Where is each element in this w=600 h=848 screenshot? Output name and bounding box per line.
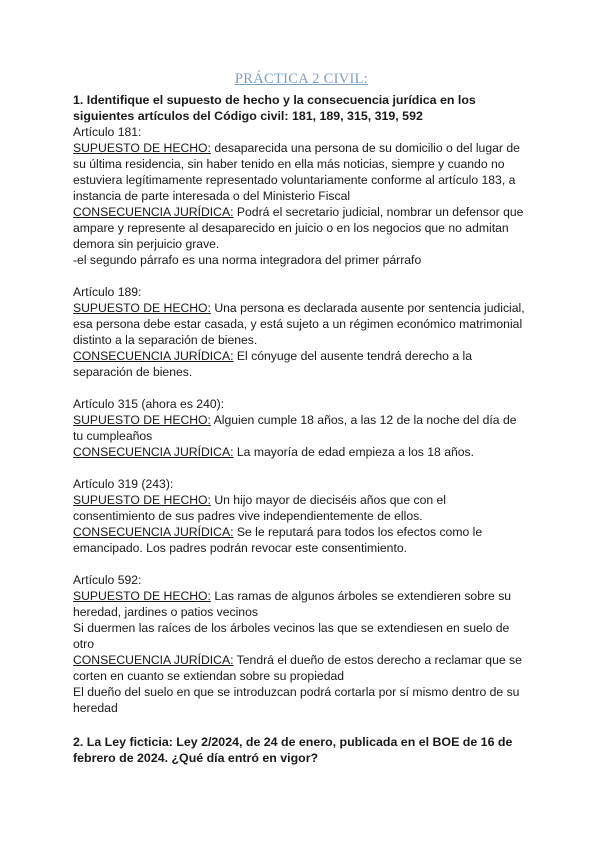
- article-189-heading: Artículo 189:: [73, 285, 142, 299]
- article-181-consecuencia: [73, 204, 530, 252]
- article-189-supuesto: [73, 300, 530, 348]
- supuesto-label: SUPUESTO DE HECHO:: [73, 493, 211, 507]
- consecuencia-text: Podrá el secretario judicial, nombrar un defensor que ampare y represente al desaparecido en juicio o en los negocios que no admitan demora sin perjuicio grave.: [73, 205, 524, 251]
- consecuencia-label: CONSECUENCIA JURÍDICA:: [73, 653, 234, 667]
- article-319-heading: Artículo 319 (243):: [73, 477, 174, 491]
- article-592-heading: Artículo 592:: [73, 573, 142, 587]
- supuesto-label: SUPUESTO DE HECHO:: [73, 413, 211, 427]
- consecuencia-text: Se le reputará para todos los efectos como le emancipado. Los padres podrán revocar este consentimiento.: [73, 525, 483, 555]
- supuesto-label: SUPUESTO DE HECHO:: [73, 301, 211, 315]
- article-181-heading: Artículo 181:: [73, 125, 142, 139]
- article-592-supuesto: [73, 588, 530, 620]
- article-319-consecuencia: [73, 524, 530, 556]
- page-title: PRÁCTICA 2 CIVIL:: [234, 71, 369, 87]
- article-319-supuesto: [73, 492, 530, 524]
- article-592-consecuencia: [73, 652, 530, 684]
- consecuencia-label: CONSECUENCIA JURÍDICA:: [73, 205, 234, 219]
- consecuencia-text: La mayoría de edad empieza a los 18 años.: [233, 445, 475, 459]
- article-315-supuesto: [73, 412, 530, 444]
- supuesto-text: Un hijo mayor de dieciséis años que con el consentimiento de sus padres vive independientemente de ellos.: [73, 493, 447, 523]
- article-181-supuesto: [73, 140, 530, 204]
- article-592-supuesto-extra: Si duermen las raíces de los árboles vecinos las que se extendiesen en suelo de otro: [73, 621, 510, 651]
- supuesto-text: desaparecida una persona de su domicilio o del lugar de su última residencia, sin haber tenido en ella más noticias, siempre y cuando no estuviera legítimamente representado voluntariamente conforme al artículo 183, a instancia de parte interesada o del Ministerio Fiscal: [73, 141, 520, 203]
- supuesto-label: SUPUESTO DE HECHO:: [73, 589, 211, 603]
- article-592-consecuencia-extra: El dueño del suelo en que se introduzcan podrá cortarla por sí mismo dentro de su heredad: [73, 685, 520, 715]
- supuesto-text: Las ramas de algunos árboles se extendieren sobre su heredad, jardines o patios vecinos: [73, 589, 512, 619]
- question-1: 1. Identifique el supuesto de hecho y la consecuencia jurídica en los siguientes artículos del Código civil: 181, 189, 315, 319, 592: [73, 93, 476, 123]
- supuesto-label: SUPUESTO DE HECHO:: [73, 141, 211, 155]
- article-315-consecuencia: [73, 444, 530, 460]
- consecuencia-label: CONSECUENCIA JURÍDICA:: [73, 349, 234, 363]
- consecuencia-text: El cónyuge del ausente tendrá derecho a la separación de bienes.: [73, 349, 473, 379]
- article-181-note: -el segundo párrafo es una norma integradora del primer párrafo: [73, 253, 422, 267]
- question-2: 2. La Ley ficticia: Ley 2/2024, de 24 de enero, publicada en el BOE de 16 de febrero de 2024. ¿Qué día entró en vigor?: [73, 735, 513, 765]
- supuesto-text: Una persona es declarada ausente por sentencia judicial, esa persona debe estar casada, y está sujeto a un régimen económico matrimonial distinto a la separación de bienes.: [73, 301, 525, 347]
- consecuencia-label: CONSECUENCIA JURÍDICA:: [73, 525, 234, 539]
- article-315-heading: Artículo 315 (ahora es 240):: [73, 397, 225, 411]
- consecuencia-text: Tendrá el dueño de estos derecho a reclamar que se corten en cuanto se extiendan sobre su propiedad: [73, 653, 522, 683]
- consecuencia-label: CONSECUENCIA JURÍDICA:: [73, 445, 234, 459]
- supuesto-text: Alguien cumple 18 años, a las 12 de la noche del día de tu cumpleaños: [73, 413, 517, 443]
- article-189-consecuencia: [73, 348, 530, 380]
